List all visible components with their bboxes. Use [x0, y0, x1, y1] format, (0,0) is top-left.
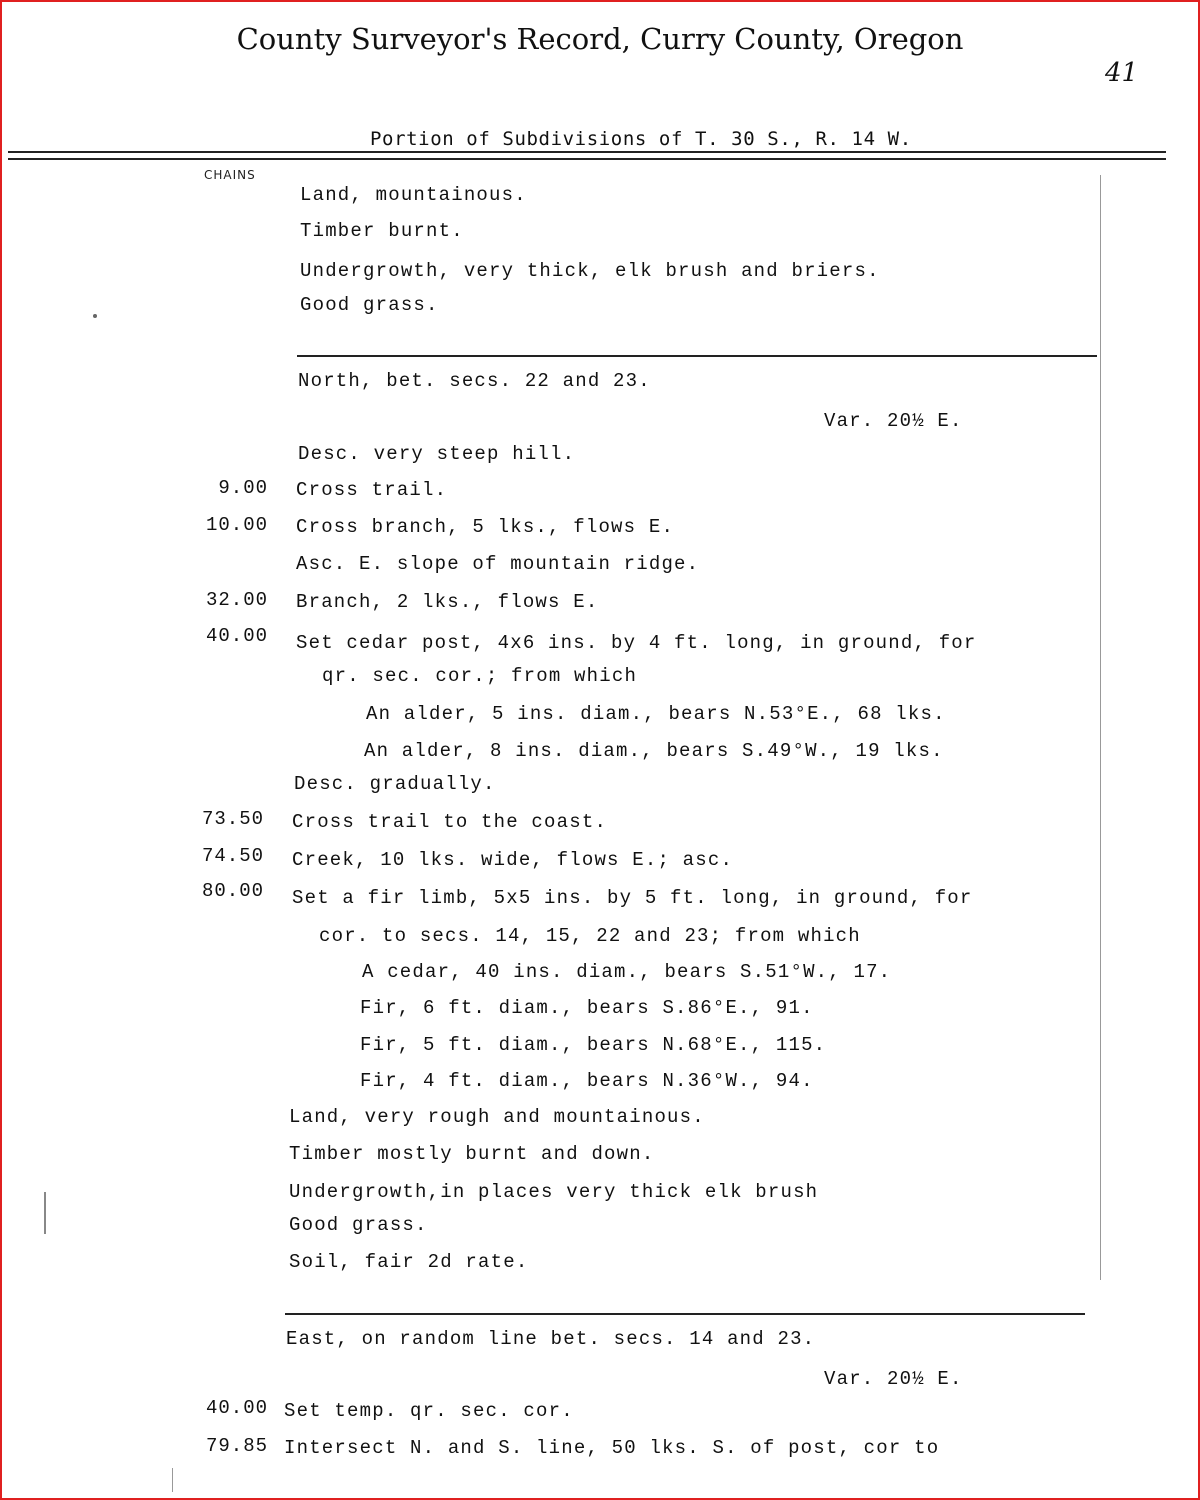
chains-value: 40.00: [205, 1397, 268, 1419]
entry-text: Undergrowth,in places very thick elk brush: [289, 1181, 819, 1203]
header-rule-bottom: [8, 158, 1166, 160]
header-rule-top: [8, 151, 1166, 153]
entry-text-continued: qr. sec. cor.; from which: [322, 665, 638, 687]
right-margin-line: [1100, 175, 1101, 1280]
entry-text: Good grass.: [300, 294, 439, 316]
section-heading: East, on random line bet. secs. 14 and 23.: [286, 1328, 816, 1350]
entry-text: Intersect N. and S. line, 50 lks. S. of post, cor to: [284, 1437, 940, 1459]
bearing-tree-entry: An alder, 8 ins. diam., bears S.49°W., 19 lks.: [364, 740, 944, 762]
page-title: County Surveyor's Record, Curry County, Oregon: [236, 22, 964, 56]
chains-value: 40.00: [205, 625, 268, 647]
bearing-tree-entry: Fir, 4 ft. diam., bears N.36°W., 94.: [360, 1070, 814, 1092]
page-number: 41: [1105, 58, 1139, 88]
entry-text: Branch, 2 lks., flows E.: [296, 591, 599, 613]
entry-text: Cross trail.: [296, 479, 448, 501]
bearing-tree-entry: Fir, 6 ft. diam., bears S.86°E., 91.: [360, 997, 814, 1019]
variation-note: Var. 20½ E.: [824, 1368, 963, 1390]
entry-text: Good grass.: [289, 1214, 428, 1236]
entry-text: Desc. gradually.: [294, 773, 496, 795]
chains-value: 74.50: [201, 845, 264, 867]
section-heading: North, bet. secs. 22 and 23.: [298, 370, 651, 392]
section-divider: [285, 1313, 1085, 1315]
entry-text: Land, mountainous.: [300, 184, 527, 206]
entry-text: Asc. E. slope of mountain ridge.: [296, 553, 700, 575]
chains-value: 80.00: [201, 880, 264, 902]
entry-text-continued: cor. to secs. 14, 15, 22 and 23; from which: [319, 925, 861, 947]
chains-value: 32.00: [205, 589, 268, 611]
entry-text: Land, very rough and mountainous.: [289, 1106, 705, 1128]
chains-value: 73.50: [201, 808, 264, 830]
left-margin-tick: [172, 1468, 173, 1492]
bearing-tree-entry: Fir, 5 ft. diam., bears N.68°E., 115.: [360, 1034, 827, 1056]
entry-text: Timber burnt.: [300, 220, 464, 242]
bearing-tree-entry: A cedar, 40 ins. diam., bears S.51°W., 17.: [362, 961, 892, 983]
entry-text: Desc. very steep hill.: [298, 443, 576, 465]
chains-column-label: CHAINS: [204, 168, 256, 182]
entry-text: Undergrowth, very thick, elk brush and briers.: [300, 260, 880, 282]
entry-text: Timber mostly burnt and down.: [289, 1143, 655, 1165]
entry-text: Cross trail to the coast.: [292, 811, 608, 833]
variation-note: Var. 20½ E.: [824, 410, 963, 432]
scan-speck: [93, 314, 97, 318]
entry-text: Cross branch, 5 lks., flows E.: [296, 516, 675, 538]
entry-text: Soil, fair 2d rate.: [289, 1251, 529, 1273]
entry-text: Set temp. qr. sec. cor.: [284, 1400, 574, 1422]
entry-text: Creek, 10 lks. wide, flows E.; asc.: [292, 849, 734, 871]
entry-text: Set cedar post, 4x6 ins. by 4 ft. long, in ground, for: [296, 632, 977, 654]
page-subtitle: Portion of Subdivisions of T. 30 S., R. 14 W.: [370, 128, 912, 150]
section-divider: [297, 355, 1097, 357]
bearing-tree-entry: An alder, 5 ins. diam., bears N.53°E., 68 lks.: [366, 703, 946, 725]
chains-value: 10.00: [205, 514, 268, 536]
scan-bracket-mark: [44, 1192, 46, 1234]
chains-value: 9.00: [218, 477, 268, 499]
chains-value: 79.85: [205, 1435, 268, 1457]
entry-text: Set a fir limb, 5x5 ins. by 5 ft. long, in ground, for: [292, 887, 973, 909]
